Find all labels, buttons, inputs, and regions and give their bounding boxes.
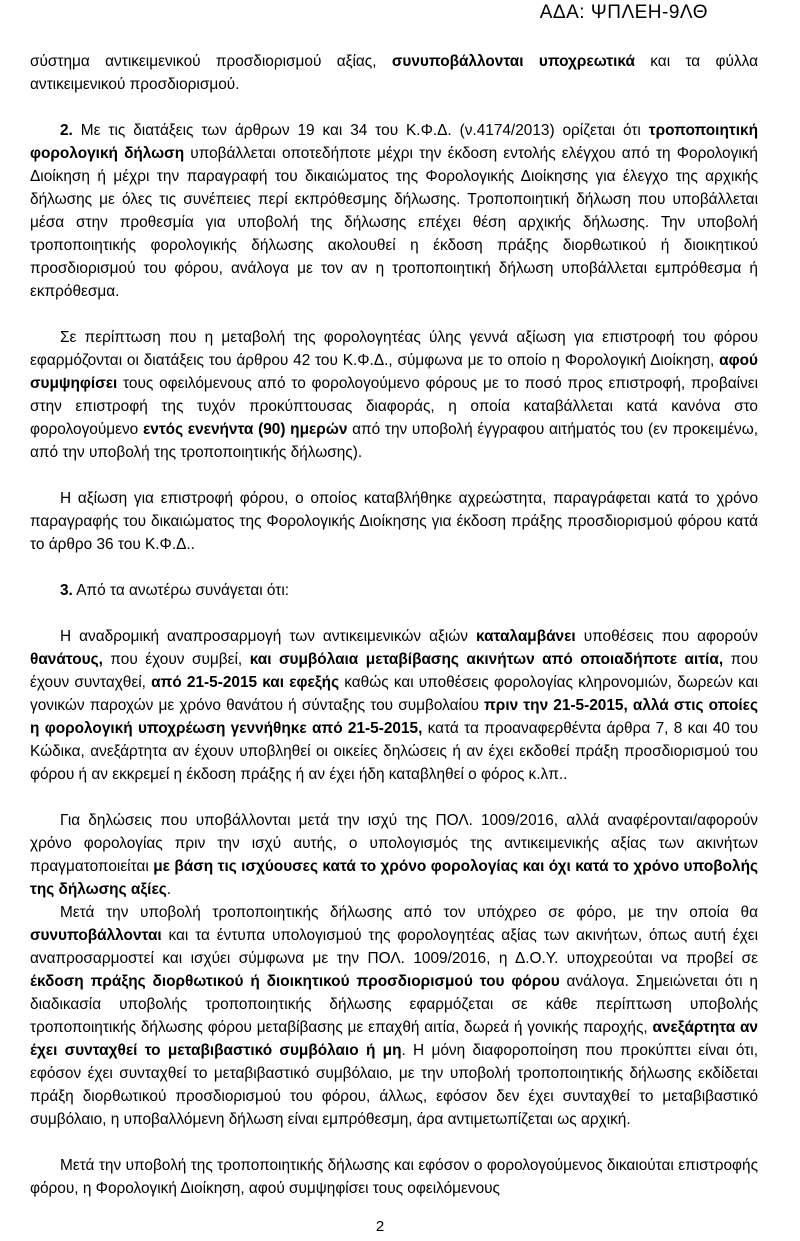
text-run: και τα φύλλα αντικειμενικού προσδιορισμού. — [30, 53, 758, 93]
text-run: Μετά την υποβολή τροποποιητικής δήλωσης από τον υπόχρεο σε φόρο, με την οποία θα — [60, 904, 758, 921]
text-run: . Η μόνη διαφοροποίηση που προκύπτει είναι ότι, εφόσον έχει συνταχθεί το μεταβιβαστικό συμβόλαιο, με την υποβολή τροποποιητικής δήλωσης εκδίδεται πράξη διορθωτικού προσδιορισμού του φόρου, άλλως, εφόσον δεν έχει συνταχθεί το μεταβιβαστικό συμβόλαιο, η υποβαλλόμενη δήλωση είναι εμπρόθεσμη, άρα αντιμετωπίζεται ως αρχική. — [30, 1042, 758, 1128]
paragraph — [30, 625, 758, 786]
bold-text: ανεξάρτητα αν έχει συνταχθεί το μεταβιβαστικό συμβόλαιο ή μη — [30, 1019, 758, 1059]
bold-text: συνυποβάλλονται υποχρεωτικά — [391, 53, 635, 70]
paragraph — [30, 901, 758, 1131]
text-run: που έχουν συνταχθεί, — [30, 651, 759, 691]
paragraph — [30, 809, 758, 901]
text-run: Από τα ανωτέρω συνάγεται ότι: — [72, 582, 290, 599]
bold-text: και συμβόλαια μεταβίβασης ακινήτων από οποιαδήποτε αιτία, — [249, 651, 724, 668]
text-run: σύστημα αντικειμενικού προσδιορισμού αξίας, — [30, 53, 392, 70]
text-run: από την υποβολή έγγραφου αιτήματός του (εν προκειμένω, από την υποβολή της τροποποιητικής δήλωσης). — [30, 421, 759, 461]
text-run: υποβάλλεται οποτεδήποτε μέχρι την έκδοση εντολής ελέγχου από τη Φορολογική Διοίκηση ή μέχρι την παραγραφή του δικαιώματος της Φορολογικής Διοίκησης για έλεγχο της αρχικής δήλωσης με όλες τις συνέπειες περί εκπρόθεσμης δήλωσης. Τροποποιητική δήλωση που υποβάλλεται μέσα στην προθεσμία για υποβολή της δήλωσης επέχει θέση αρχικής δήλωσης. Την υποβολή τροποποιητικής φορολογικής δήλωσης ακολουθεί η έκδοση πράξης διορθωτικού ή διοικητικού προσδιορισμού του φόρου, ανάλογα με τον αν η τροποποιητική δήλωση υποβάλλεται εμπρόθεσμα ή εκπρόθεσμα. — [30, 145, 758, 300]
paragraph — [30, 119, 758, 303]
text-run: κατά τα προαναφερθέντα άρθρα 7, 8 και 40 του Κώδικα, ανεξάρτητα αν έχουν υποβληθεί οι οικείες δηλώσεις ή αν έχει εκδοθεί πράξη προσδιορισμού του φόρου ή αν εκκρεμεί η έκδοση πράξης ή αν έχει ήδη καταβληθεί ο φόρος κ.λπ.. — [30, 720, 758, 783]
page-number: 2 — [375, 1218, 385, 1235]
bold-text: από 21-5-2015 και εφεξής — [151, 674, 340, 691]
text-run: Η αξίωση για επιστροφή φόρου, ο οποίος καταβλήθηκε αχρεώστητα, παραγράφεται κατά το χρόνο παραγραφής του δικαιώματος της Φορολογικής Διοίκησης για έκδοση πράξης προσδιορισμού φόρου κατά το άρθρο 36 του Κ.Φ.Δ.. — [30, 490, 758, 553]
bold-text: αφού συμψηφίσει — [30, 352, 758, 392]
text-run: που έχουν συμβεί, — [102, 651, 250, 668]
bold-text: πριν την 21-5-2015, αλλά στις οποίες η φορολογική υποχρέωση γεννήθηκε από 21-5-2015, — [30, 697, 758, 737]
text-run: Με τις διατάξεις των άρθρων 19 και 34 του Κ.Φ.Δ. (ν.4174/2013) ορίζεται ότι — [72, 122, 649, 139]
text-run: τους οφειλόμενους από το φορολογούμενο φόρους με το ποσό προς επιστροφή, προβαίνει στην επιστροφή της τυχόν προκύπτουσας διαφοράς, η οποία καταβάλλεται κατά κανόνα στο φορολογούμενο — [30, 375, 758, 438]
ada-code: ΑΔΑ: ΨΠΛΕΗ-9ΛΘ — [539, 2, 708, 23]
bold-text: 2. — [60, 122, 73, 139]
bold-text: καταλαμβάνει — [476, 628, 576, 645]
bold-text: με βάση τις ισχύουσες κατά το χρόνο φορολογίας και όχι κατά το χρόνο υποβολής της δήλωσης αξίες — [30, 858, 759, 898]
text-run: Σε περίπτωση που η μεταβολή της φορολογητέας ύλης γεννά αξίωση για επιστροφή του φόρου εφαρμόζονται οι διατάξεις του άρθρου 42 του Κ.Φ.Δ., σύμφωνα με το οποίο η Φορολογική Διοίκηση, — [30, 329, 758, 369]
text-run: Η αναδρομική αναπροσαρμογή των αντικειμενικών αξιών — [60, 628, 477, 645]
paragraph — [30, 487, 758, 556]
text-run: ανάλογα. Σημειώνεται ότι η διαδικασία υποβολής τροποποιητικής δήλωσης εφαρμόζεται σε κάθε περίπτωση υποβολής τροποποιητικής δήλωσης φόρου μεταβίβασης με επαχθή αιτία, δωρεά ή γονικής παροχής, — [30, 973, 758, 1036]
bold-text: τροποποιητική φορολογική δήλωση — [30, 122, 758, 162]
text-run: . — [166, 881, 172, 898]
text-run: Μετά την υποβολή της τροποποιητικής δήλωσης και εφόσον ο φορολογούμενος δικαιούται επιστροφής φόρου, η Φορολογική Διοίκηση, αφού συμψηφίσει τους οφειλόμενους — [30, 1157, 758, 1197]
bold-text: συνυποβάλλονται — [30, 927, 162, 944]
paragraph — [30, 50, 758, 96]
bold-text: θανάτους, — [30, 651, 103, 668]
bold-text: 3. — [60, 582, 73, 599]
text-run: Για δηλώσεις που υποβάλλονται μετά την ισχύ της ΠΟΛ. 1009/2016, αλλά αναφέρονται/αφορούν χρόνο φορολογίας πριν την ισχύ αυτής, ο υπολογισμός της αντικειμενικής αξίας των ακινήτων πραγματοποιείται — [30, 812, 758, 875]
paragraph — [30, 326, 758, 464]
paragraph — [30, 579, 758, 602]
bold-text: έκδοση πράξης διορθωτικού ή διοικητικού προσδιορισμού του φόρου — [30, 973, 560, 990]
text-run: καθώς και υποθέσεις φορολογίας κληρονομιών, δωρεών και γονικών παροχών με χρόνο θανάτου ή σύνταξης του συμβολαίου — [30, 674, 758, 714]
document-body — [30, 50, 758, 1223]
paragraph — [30, 1154, 758, 1200]
bold-text: εντός ενενήντα (90) ημερών — [142, 421, 348, 438]
text-run: υποθέσεις που αφορούν — [575, 628, 758, 645]
text-run: και τα έντυπα υπολογισμού της φορολογητέας αξίας των ακινήτων, όπως αυτή έχει αναπροσαρμοστεί και ισχύει σύμφωνα με την ΠΟΛ. 1009/2016, η Δ.Ο.Υ. υποχρεούται να προβεί σε — [30, 927, 758, 967]
